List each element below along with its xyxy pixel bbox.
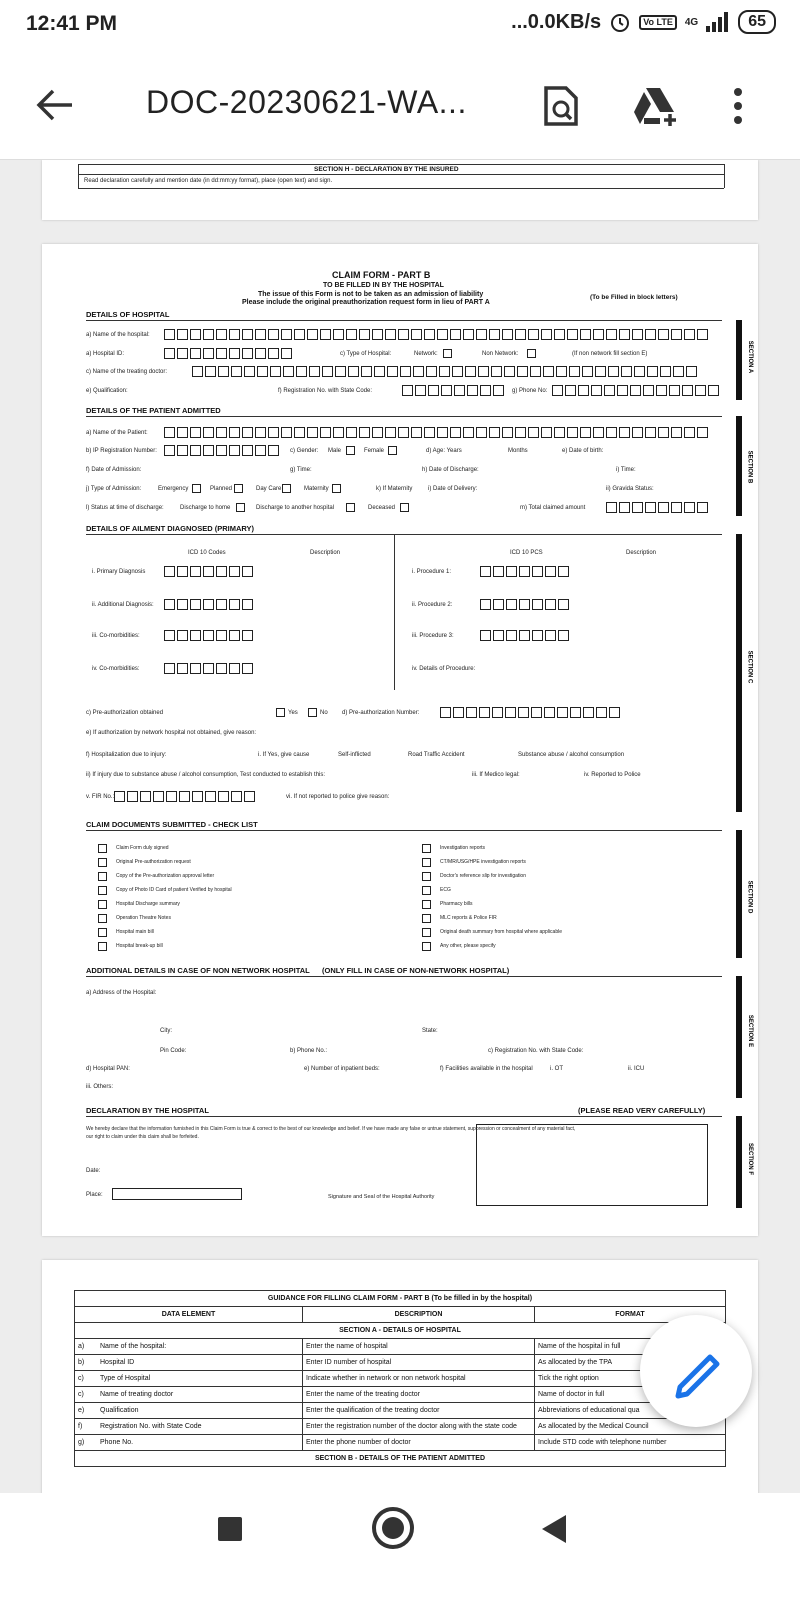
patient-name-boxes[interactable] [164, 427, 708, 438]
label-type-admission: j) Type of Admission: [86, 486, 142, 492]
row-format: As allocated by the TPA [535, 1355, 726, 1371]
label-rta: Road Traffic Accident [408, 752, 465, 758]
label-age: d) Age: Years [426, 448, 462, 454]
additional-dx-boxes[interactable] [164, 599, 253, 610]
table-row [75, 1339, 726, 1355]
recents-icon[interactable] [218, 1517, 242, 1541]
label-hospital-id: a) Hospital ID: [86, 351, 125, 357]
header-format: FORMAT [535, 1307, 726, 1323]
document-title: DOC-20230621-WA... [146, 84, 467, 120]
row-id: g) [78, 1439, 85, 1446]
section-h-title: SECTION H - DECLARATION BY THE INSURED [314, 166, 459, 173]
checklist-checkbox[interactable] [422, 900, 431, 909]
row-element-text: Qualification [100, 1407, 139, 1414]
section-b-bar [736, 416, 742, 516]
read-carefully-note: (PLEASE READ VERY CAREFULLY) [578, 1106, 706, 1115]
network-checkbox[interactable] [443, 349, 452, 358]
label-preauth-reason: e) If authorization by network hospital not obtained, give reason: [86, 730, 257, 736]
description-header-left: Description [310, 550, 341, 556]
label-pin: Pin Code: [160, 1048, 187, 1054]
checklist-item: Pharmacy bills [440, 901, 473, 907]
label-proc-details: iv. Details of Procedure: [412, 666, 476, 672]
place-field[interactable] [112, 1188, 242, 1200]
section-h-instruction: Read declaration carefully and mention date (in dd:mm:yy format), place (open text) and sign. [84, 178, 333, 184]
label-test: ii) If injury due to substance abuse / alcohol consumption, Test conducted to establish this: [86, 772, 326, 778]
label-date: Date: [86, 1168, 101, 1174]
label-medico-legal: iii. If Medico legal: [472, 772, 520, 778]
label-fir: v. FIR No.: [86, 794, 115, 800]
section-b-label: SECTION B [746, 450, 753, 484]
emergency-checkbox[interactable] [192, 484, 201, 493]
row-description: Enter the phone number of doctor [303, 1435, 535, 1451]
checklist-item: Copy of Photo ID Card of patient Verified by hospital [116, 887, 232, 893]
discharge-home-checkbox[interactable] [236, 503, 245, 512]
proc2-boxes[interactable] [480, 599, 569, 610]
form-note-liability: The issue of this Form is not to be taken as an admission of liability [258, 291, 484, 298]
guidance-section-a: SECTION A - DETAILS OF HOSPITAL [75, 1323, 726, 1339]
non-network-note: (If non network fill section E) [572, 351, 648, 357]
battery-level: 65 [738, 10, 776, 34]
proc1-boxes[interactable] [480, 566, 569, 577]
navigation-bar [0, 1493, 800, 1600]
network-type: 4G [684, 16, 699, 28]
row-id: c) [78, 1375, 84, 1382]
label-planned: Planned [210, 486, 233, 492]
label-qualification: e) Qualification: [86, 388, 128, 394]
label-gender: c) Gender: [290, 448, 319, 454]
phone-boxes[interactable] [552, 385, 719, 396]
checklist-item: Hospital break-up bill [116, 943, 163, 949]
row-element [75, 1355, 303, 1371]
label-time-i: i) Time: [616, 467, 636, 473]
checklist-checkbox[interactable] [422, 886, 431, 895]
checklist-checkbox[interactable] [98, 900, 107, 909]
label-time: g) Time: [290, 467, 312, 473]
checklist-checkbox[interactable] [422, 844, 431, 853]
table-row [75, 1387, 726, 1403]
label-day-care: Day Care [256, 486, 282, 492]
section-a-label: SECTION A [746, 340, 753, 374]
row-description: Enter the registration number of the doctor along with the state code [303, 1419, 535, 1435]
label-others: iii. Others: [86, 1084, 114, 1090]
home-icon[interactable] [370, 1505, 416, 1551]
label-address: a) Address of the Hospital: [86, 990, 157, 996]
checklist-item: Copy of the Pre-authorization approval letter [116, 873, 215, 879]
checklist-checkbox[interactable] [98, 928, 107, 937]
checklist-checkbox[interactable] [422, 872, 431, 881]
preauth-no-boxes[interactable] [440, 707, 620, 718]
label-comorb2: iv. Co-morbidities: [92, 666, 140, 672]
label-state: State: [422, 1028, 438, 1034]
row-element [75, 1419, 303, 1435]
declaration-text-2: our right to claim under this claim shall be forfeited. [86, 1134, 199, 1140]
label-inpatient-beds: e) Number of inpatient beds: [304, 1066, 380, 1072]
label-non-network: Non Network: [482, 351, 519, 357]
label-phone: g) Phone No: [512, 388, 548, 394]
label-proc2: ii. Procedure 2: [412, 602, 453, 608]
label-deceased: Deceased [368, 505, 396, 511]
label-registration-no: f) Registration No. with State Code: [278, 388, 373, 394]
preauth-no-label: No [320, 710, 328, 716]
row-element [75, 1371, 303, 1387]
section-c-bar [736, 534, 742, 812]
row-element-text: Type of Hospital [100, 1375, 151, 1382]
row-description: Enter the name of hospital [303, 1339, 535, 1355]
declaration-text-1: We hereby declare that the information furnished in this Claim Form is true & correct to the best of our knowledge and belief. If we have made any false or untrue statement, suppression or concealment of any material fact, [86, 1126, 576, 1132]
form-title: CLAIM FORM - PART B [332, 270, 431, 280]
row-description: Indicate whether in network or non network hospital [303, 1371, 535, 1387]
row-element-text: Registration No. with State Code [100, 1423, 202, 1430]
table-row [75, 1355, 726, 1371]
label-date-admission: f) Date of Admission: [86, 467, 142, 473]
back-nav-icon[interactable] [540, 1513, 568, 1545]
label-date-delivery: i) Date of Delivery: [428, 486, 478, 492]
section-d-bar [736, 830, 742, 958]
form-note-preauth: Please include the original preauthorization request form in lieu of PART A [242, 299, 490, 306]
label-phone-b: b) Phone No.: [290, 1048, 328, 1054]
icd10pcs-header: ICD 10 PCS [510, 550, 543, 556]
row-element [75, 1339, 303, 1355]
row-description: Enter ID number of hospital [303, 1355, 535, 1371]
table-row [75, 1435, 726, 1451]
deceased-checkbox[interactable] [400, 503, 409, 512]
row-element-text: Name of the hospital: [100, 1343, 167, 1350]
total-claimed-boxes[interactable] [606, 502, 708, 513]
label-if-yes-cause: i. If Yes, give cause [258, 752, 310, 758]
table-row [75, 1371, 726, 1387]
label-months: Months [508, 448, 528, 454]
signal-icon [706, 12, 730, 32]
label-substance: Substance abuse / alcohol consumption [518, 752, 625, 758]
fir-boxes[interactable] [114, 791, 255, 802]
label-male: Male [328, 448, 342, 454]
label-pan: d) Hospital PAN: [86, 1066, 130, 1072]
checklist-item: MLC reports & Police FIR [440, 915, 497, 921]
label-patient-name: a) Name of the Patient: [86, 430, 148, 436]
row-element [75, 1403, 303, 1419]
section-e-label: SECTION E [746, 1014, 753, 1048]
row-description: Enter the qualification of the treating doctor [303, 1403, 535, 1419]
checklist-checkbox[interactable] [98, 914, 107, 923]
row-format: Tick the right option [535, 1371, 726, 1387]
row-format: Include STD code with telephone number [535, 1435, 726, 1451]
checklist-checkbox[interactable] [422, 858, 431, 867]
label-network: Network: [414, 351, 438, 357]
non-network-checkbox[interactable] [527, 349, 536, 358]
checklist-item: Investigation reports [440, 845, 486, 851]
guidance-section-b: SECTION B - DETAILS OF THE PATIENT ADMITTED [75, 1451, 726, 1467]
row-element [75, 1387, 303, 1403]
signature-seal-box[interactable] [476, 1124, 708, 1206]
label-date-discharge: h) Date of Discharge: [422, 467, 479, 473]
proc3-boxes[interactable] [480, 630, 569, 641]
preauth-no-checkbox[interactable] [308, 708, 317, 717]
label-reg-state: c) Registration No. with State Code: [488, 1048, 584, 1054]
planned-checkbox[interactable] [234, 484, 243, 493]
guidance-rows [75, 1339, 726, 1451]
day-care-checkbox[interactable] [282, 484, 291, 493]
label-status-discharge: l) Status at time of discharge: [86, 505, 164, 511]
checklist-item: Any other, please specify [440, 943, 496, 949]
checklist-checkbox[interactable] [98, 942, 107, 951]
checklist-checkbox[interactable] [98, 858, 107, 867]
edit-fab[interactable] [640, 1315, 752, 1427]
checklist-checkbox[interactable] [422, 914, 431, 923]
checklist-item: Doctor's reference slip for investigation [440, 873, 526, 879]
label-ip-reg: b) IP Registration Number: [86, 448, 157, 454]
hospital-id-boxes[interactable] [164, 348, 292, 359]
section-a-bar [736, 320, 742, 400]
male-checkbox[interactable] [346, 446, 355, 455]
preauth-yes-checkbox[interactable] [276, 708, 285, 717]
label-facilities: f) Facilities available in the hospital [440, 1066, 533, 1072]
checklist-checkbox[interactable] [422, 928, 431, 937]
label-primary-dx: i. Primary Diagnosis [92, 569, 146, 575]
row-id: b) [78, 1359, 85, 1366]
label-type-hospital: c) Type of Hospital: [340, 351, 392, 357]
label-injury: f) Hospitalization due to injury: [86, 752, 167, 758]
add-to-drive-icon[interactable] [632, 84, 680, 128]
label-gravida: ii) Gravida Status: [606, 486, 654, 492]
label-not-reported: vi. If not reported to police give reason: [286, 794, 390, 800]
discharge-hospital-checkbox[interactable] [346, 503, 355, 512]
details-hospital-heading: DETAILS OF HOSPITAL [86, 310, 170, 319]
table-row [75, 1403, 726, 1419]
header-data-element: DATA ELEMENT [75, 1307, 303, 1323]
signature-label: Signature and Seal of the Hospital Authority [328, 1194, 435, 1200]
declaration-heading: DECLARATION BY THE HOSPITAL [86, 1106, 209, 1115]
label-proc3: iii. Procedure 3: [412, 633, 454, 639]
checklist-item: Hospital main bill [116, 929, 154, 935]
page-2-claim-form [42, 244, 758, 1236]
row-format: Name of doctor in full [535, 1387, 726, 1403]
status-time: 12:41 PM [26, 12, 118, 35]
label-discharge-hospital: Discharge to another hospital [256, 505, 335, 511]
checklist-item: CT/MR/USG/HPE investigation reports [440, 859, 526, 865]
row-element [75, 1435, 303, 1451]
search-document-icon[interactable] [542, 84, 582, 128]
comorb1-boxes[interactable] [164, 630, 253, 641]
row-description: Enter the name of the treating doctor [303, 1387, 535, 1403]
label-proc1: i. Procedure 1: [412, 569, 452, 575]
primary-dx-boxes[interactable] [164, 566, 253, 577]
hospital-name-boxes[interactable] [164, 329, 708, 340]
section-c-label: SECTION C [746, 650, 753, 684]
row-element-text: Hospital ID [100, 1359, 135, 1366]
label-discharge-home: Discharge to home [180, 505, 231, 511]
checklist-item: ECG [440, 887, 451, 893]
block-letters-note: (To be Filled in block letters) [590, 294, 678, 301]
label-female: Female [364, 448, 385, 454]
checklist-heading: CLAIM DOCUMENTS SUBMITTED - CHECK LIST [86, 820, 258, 829]
row-id: f) [78, 1423, 83, 1430]
label-hospital-name: a) Name of the hospital: [86, 332, 150, 338]
checklist-item: Original Pre-authorization request [116, 859, 191, 865]
maternity-checkbox[interactable] [332, 484, 341, 493]
status-icons [511, 10, 776, 34]
network-speed: ...0.0KB/s [511, 10, 602, 33]
section-f-bar [736, 1116, 742, 1208]
icd10-header: ICD 10 Codes [188, 550, 226, 556]
preauth-yes-label: Yes [288, 710, 298, 716]
pencil-icon [640, 1315, 752, 1427]
label-treating-doctor: c) Name of the treating doctor: [86, 369, 168, 375]
section-d-label: SECTION D [746, 880, 753, 914]
row-id: a) [78, 1343, 85, 1350]
table-row [75, 1419, 726, 1435]
label-total-claimed: m) Total claimed amount [520, 505, 586, 511]
status-bar [0, 0, 800, 50]
details-patient-heading: DETAILS OF THE PATIENT ADMITTED [86, 406, 221, 415]
more-options-icon[interactable] [728, 84, 748, 128]
label-reported-police: iv. Reported to Police [584, 772, 641, 778]
doctor-name-boxes[interactable] [192, 366, 697, 377]
additional-heading: ADDITIONAL DETAILS IN CASE OF NON NETWORK HOSPITAL [86, 966, 310, 975]
checklist-checkbox[interactable] [98, 844, 107, 853]
description-header-right: Description [626, 550, 657, 556]
checklist-item: Operation Theatre Notes [116, 915, 171, 921]
section-f-label: SECTION F [746, 1142, 753, 1176]
details-ailment-heading: DETAILS OF AILMENT DIAGNOSED (PRIMARY) [86, 524, 255, 533]
row-format: Name of the hospital in full [535, 1339, 726, 1355]
label-if-maternity: k) If Maternity [376, 486, 413, 492]
label-dob: e) Date of birth: [562, 448, 604, 454]
checklist-checkbox[interactable] [422, 942, 431, 951]
guidance-table [74, 1290, 726, 1467]
label-ot: i. OT [550, 1066, 563, 1072]
comorb2-boxes[interactable] [164, 663, 253, 674]
label-city: City: [160, 1028, 172, 1034]
label-self-inflicted: Self-inflicted [338, 752, 371, 758]
row-element-text: Name of treating doctor [100, 1391, 174, 1398]
section-e-bar [736, 976, 742, 1098]
label-icu: ii. ICU [628, 1066, 645, 1072]
row-format: Abbreviations of educational qua [535, 1403, 726, 1419]
guidance-title: GUIDANCE FOR FILLING CLAIM FORM - PART B (To be filled in by the hospital) [75, 1291, 726, 1307]
label-maternity: Maternity [304, 486, 329, 492]
checklist-item: Hospital Discharge summary [116, 901, 180, 907]
row-id: e) [78, 1407, 85, 1414]
form-subtitle: TO BE FILLED IN BY THE HOSPITAL [323, 282, 444, 289]
header-description: DESCRIPTION [303, 1307, 535, 1323]
document-viewer[interactable] [0, 160, 800, 1493]
registration-boxes[interactable] [402, 385, 504, 396]
label-place: Place: [86, 1192, 103, 1198]
app-bar [0, 50, 800, 160]
ip-reg-boxes[interactable] [164, 445, 279, 456]
checklist-item: Claim Form duly signed [116, 845, 169, 851]
label-preauth-no: d) Pre-authorization Number: [342, 710, 420, 716]
label-preauth: c) Pre-authorization obtained [86, 710, 164, 716]
checklist-checkbox[interactable] [98, 872, 107, 881]
label-additional-dx: ii. Additional Diagnosis: [92, 602, 154, 608]
checklist-checkbox[interactable] [98, 886, 107, 895]
alarm-icon [609, 11, 631, 33]
label-emergency: Emergency [158, 486, 189, 492]
row-element-text: Phone No. [100, 1439, 134, 1446]
page-1 [42, 160, 758, 220]
label-comorb1: iii. Co-morbidities: [92, 633, 140, 639]
female-checkbox[interactable] [388, 446, 397, 455]
row-format: As allocated by the Medical Council [535, 1419, 726, 1435]
row-id: c) [78, 1391, 84, 1398]
back-arrow-icon[interactable] [36, 86, 74, 124]
volte-badge: Vo LTE [639, 15, 677, 30]
checklist-item: Original death summary from hospital where applicable [440, 929, 563, 935]
additional-note: (ONLY FILL IN CASE OF NON-NETWORK HOSPITAL) [322, 966, 510, 975]
